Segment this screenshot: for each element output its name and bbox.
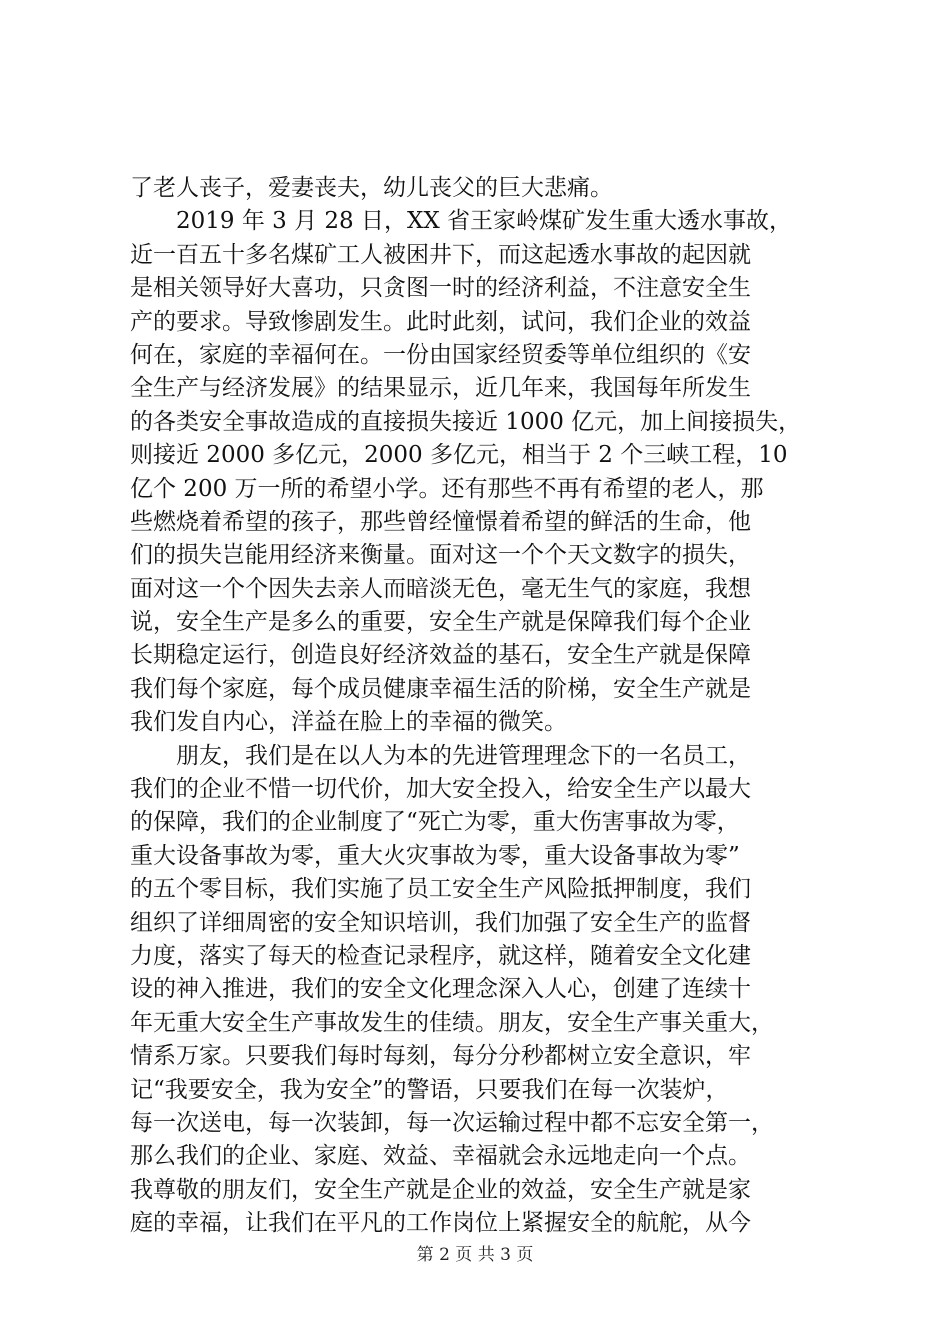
text-line: 年无重大安全生产事故发生的佳绩。朋友，安全生产事关重大， xyxy=(130,1009,774,1036)
text-line: 力度，落实了每天的检查记录程序，就这样，随着安全文化建 xyxy=(130,942,751,969)
text-line: 庭的幸福，让我们在平凡的工作岗位上紧握安全的航舵，从今 xyxy=(130,1210,751,1237)
text-line: 重大设备事故为零，重大火灾事故为零，重大设备事故为零” xyxy=(130,842,740,869)
paragraph-start-line: 朋友，我们是在以人为本的先进管理理念下的一名员工， xyxy=(176,742,751,769)
text-line: 的保障，我们的企业制度了“死亡为零，重大伤害事故为零， xyxy=(130,809,740,836)
text-line: 何在，家庭的幸福何在。一份由国家经贸委等单位组织的《安 xyxy=(130,341,751,368)
text-line: 近一百五十多名煤矿工人被困井下，而这起透水事故的起因就 xyxy=(130,241,751,268)
text-line: 面对这一个个因失去亲人而暗淡无色，毫无生气的家庭，我想 xyxy=(130,575,751,602)
text-line: 的五个零目标，我们实施了员工安全生产风险抵押制度，我们 xyxy=(130,876,751,903)
text-line: 组织了详细周密的安全知识培训，我们加强了安全生产的监督 xyxy=(130,909,751,936)
text-line: 我尊敬的朋友们，安全生产就是企业的效益，安全生产就是家 xyxy=(130,1176,751,1203)
text-line: 的各类安全事故造成的直接损失接近 1000 亿元，加上间接损失， xyxy=(130,408,802,435)
text-line: 长期稳定运行，创造良好经济效益的基石，安全生产就是保障 xyxy=(130,642,751,669)
page-number-footer: 第 2 页 共 3 页 xyxy=(416,1245,534,1265)
text-line: 我们每个家庭，每个成员健康幸福生活的阶梯，安全生产就是 xyxy=(130,675,751,702)
text-line: 设的神入推进，我们的安全文化理念深入人心，创建了连续十 xyxy=(130,976,751,1003)
text-line: 产的要求。导致惨剧发生。此时此刻，试问，我们企业的效益 xyxy=(130,308,751,335)
text-line: 每一次送电，每一次装卸，每一次运输过程中都不忘安全第一， xyxy=(130,1109,774,1136)
text-line: 则接近 2000 多亿元，2000 多亿元，相当于 2 个三峡工程，10 xyxy=(130,442,788,469)
text-line: 记“我要安全，我为安全”的警语，只要我们在每一次装炉， xyxy=(130,1076,729,1103)
text-line: 亿个 200 万一所的希望小学。还有那些不再有希望的老人，那 xyxy=(130,475,764,502)
text-line: 是相关领导好大喜功，只贪图一时的经济利益，不注意安全生 xyxy=(130,275,751,302)
text-line: 全生产与经济发展》的结果显示，近几年来，我国每年所发生 xyxy=(130,375,751,402)
text-line: 我们的企业不惜一切代价，加大安全投入，给安全生产以最大 xyxy=(130,776,751,803)
paragraph-start-line: 2019 年 3 月 28 日，XX 省王家岭煤矿发生重大透水事故， xyxy=(176,208,793,235)
text-line: 情系万家。只要我们每时每刻，每分分秒都树立安全意识，牢 xyxy=(130,1043,751,1070)
text-line: 些燃烧着希望的孩子，那些曾经憧憬着希望的鲜活的生命，他 xyxy=(130,508,751,535)
document-body xyxy=(130,172,830,1241)
text-line: 说，安全生产是多么的重要，安全生产就是保障我们每个企业 xyxy=(130,609,751,636)
text-line: 了老人丧子，爱妻丧夫，幼儿丧父的巨大悲痛。 xyxy=(130,175,613,201)
text-line: 们的损失岂能用经济来衡量。面对这一个个天文数字的损失， xyxy=(130,542,751,569)
text-line: 我们发自内心，洋益在脸上的幸福的微笑。 xyxy=(130,709,567,736)
text-line: 那么我们的企业、家庭、效益、幸福就会永远地走向一个点。 xyxy=(130,1143,751,1170)
